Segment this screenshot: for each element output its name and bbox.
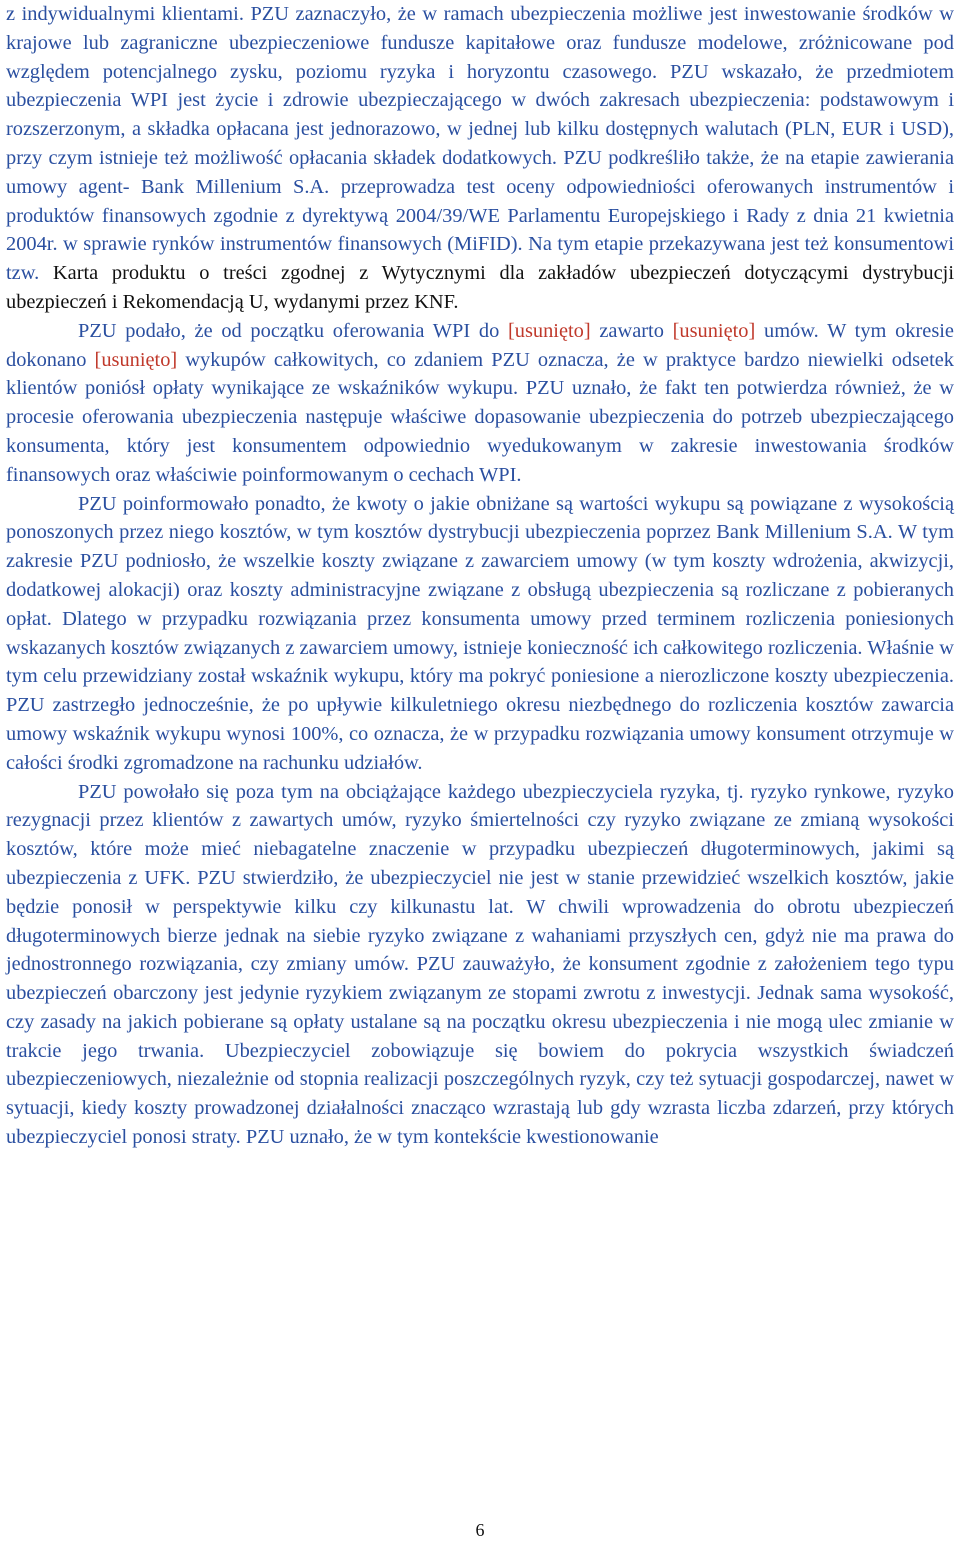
text-run: PZU podkreśliło także, że na etapie zawierania umowy agent- Bank Millenium S.A.	[6, 146, 954, 198]
text-run: PZU wskazało, że przedmiotem ubezpieczenia WPI jest życie i zdrowie ubezpieczającego w dwóch zakresach ubezpieczenia: podstawowym i rozszerzonym, a składka opłacana jest jednorazowo, w jednej lub kilku dostępnych walutach (PLN, EUR i USD), przy czym istnieje też możliwość opłacania składek dodatkowych.	[6, 60, 954, 169]
text-run: umów. W tym okresie dokonano	[6, 319, 954, 371]
paragraph-3	[6, 490, 954, 778]
text-run: wykupów całkowitych, co zdaniem PZU oznacza, że w praktyce bardzo niewielki odsetek klientów poniósł opłaty wynikające ze wskaźników wykupu. PZU uznało, że fakt ten potwierdza również, że w procesie oferowania ubezpieczenia następuje właściwe dopasowanie ubezpieczenia do potrzeb ubezpieczającego konsumenta, który jest konsumentem odpowiednio wyedukowanym w zakresie inwestowania środków finansowych oraz właściwie poinformowanym o cechach WPI.	[6, 348, 954, 486]
redaction-mark: [usunięto]	[672, 319, 756, 342]
text-run: PZU podało, że od początku oferowania WPI do	[78, 319, 508, 342]
page-number: 6	[475, 1520, 485, 1540]
text-run: PZU poinformowało ponadto, że kwoty o jakie obniżane są wartości wykupu są powiązane z wysokością ponoszonych przez niego kosztów, w tym kosztów dystrybucji ubezpieczenia poprzez Bank Millenium S.A. W tym zakresie PZU podniosło, że wszelkie koszty związane z zawarciem umowy (w tym koszty wdrożenia, akwizycji, dodatkowej alokacji) oraz koszty administracyjne związane z obsługą ubezpieczenia są rozliczane z pobieranych opłat. Dlatego w przypadku rozwiązania przez konsumenta umowy przed terminem rozliczenia poniesionych wskazanych kosztów związanych z zawarciem umowy, istnieje konieczność ich całkowitego rozliczenia. Właśnie w tym celu przewidziany został wskaźnik wykupu, który ma pokryć poniesione a nierozliczone koszty ubezpieczenia. PZU zastrzegło jednocześnie, że po upływie kilkuletniego okresu niezbędnego do rozliczenia kosztów zawarcia umowy wskaźnik wykupu wynosi 100%, co oznacza, że w przypadku rozwiązania umowy konsument otrzymuje w całości środki zgromadzone na rachunku udziałów.	[6, 492, 954, 774]
text-run: z indywidualnymi klientami.	[6, 3, 251, 25]
redaction-mark: [usunięto]	[507, 319, 591, 342]
text-run: zawarto	[590, 319, 673, 342]
paragraph-4	[6, 778, 954, 1152]
paragraph-2	[6, 317, 954, 490]
text-run: PZU zaznaczyło, że w ramach ubezpieczenia możliwe jest inwestowanie środków w krajowe lub zagraniczne ubezpieczeniowe fundusze kapitałowe oraz fundusze modelowe, zróżnicowane pod względem potencjalnego zysku, poziomu ryzyka i horyzontu czasowego.	[6, 3, 954, 83]
text-run: Karta produktu o treści zgodnej z Wytycznymi dla zakładów ubezpieczeń dotyczącymi dystrybucji ubezpieczeń i Rekomendacją U, wydanymi przez KNF.	[6, 262, 954, 313]
redaction-mark: [usunięto]	[94, 348, 178, 371]
text-run: przeprowadza test oceny odpowiedniości oferowanych instrumentów i produktów finansowych zgodnie z dyrektywą 2004/39/WE Parlamentu Europejskiego i Rady z dnia 21 kwietnia 2004r. w sprawie rynków instrumentów finansowych (MiFID).	[6, 175, 955, 256]
paragraph-1	[6, 0, 954, 317]
text-run: PZU powołało się poza tym na obciążające każdego ubezpieczyciela ryzyka, tj. ryzyko rynkowe, ryzyko rezygnacji przez klientów z zawartych umów, ryzyko śmiertelności czy ryzyko związane ze zmianą wysokości kosztów, które może mieć niebagatelne znaczenie w przypadku ubezpieczeń długoterminowych, jakimi są ubezpieczenia z UFK. PZU stwierdziło, że ubezpieczyciel nie jest w stanie przewidzieć wszelkich kosztów, jakie będzie ponosił w perspektywie kilku czy kilkunastu lat. W chwili wprowadzenia do obrotu ubezpieczeń długoterminowych bierze jednak na siebie ryzyko związane z wahaniami przyszłych cen, gdyż nie ma prawa do jednostronnego rozwiązania, czy zmiany umów. PZU zauważyło, że konsument zgodnie z założeniem tego typu ubezpieczeń obarczony jest jedynie ryzykiem związanym ze stopami zwrotu z inwestycji. Jednak sama wysokość, czy zasady na jakich pobierane są opłaty ustalane są na początku okresu ubezpieczenia i nie mogą ulec zmianie w trakcie jego trwania. Ubezpieczyciel zobowiązuje się bowiem do pokrycia wszystkich świadczeń ubezpieczeniowych, niezależnie od stopnia realizacji poszczególnych ryzyk, czy też sytuacji gospodarczej, nawet w sytuacji, kiedy koszty prowadzonej działalności znacząco wzrastają lub gdy wzrasta liczba zdarzeń, przy których ubezpieczyciel ponosi straty. PZU uznało, że w tym kontekście kwestionowanie	[6, 780, 954, 1149]
text-run: Na tym etapie przekazywana jest też konsumentowi tzw.	[6, 233, 954, 285]
